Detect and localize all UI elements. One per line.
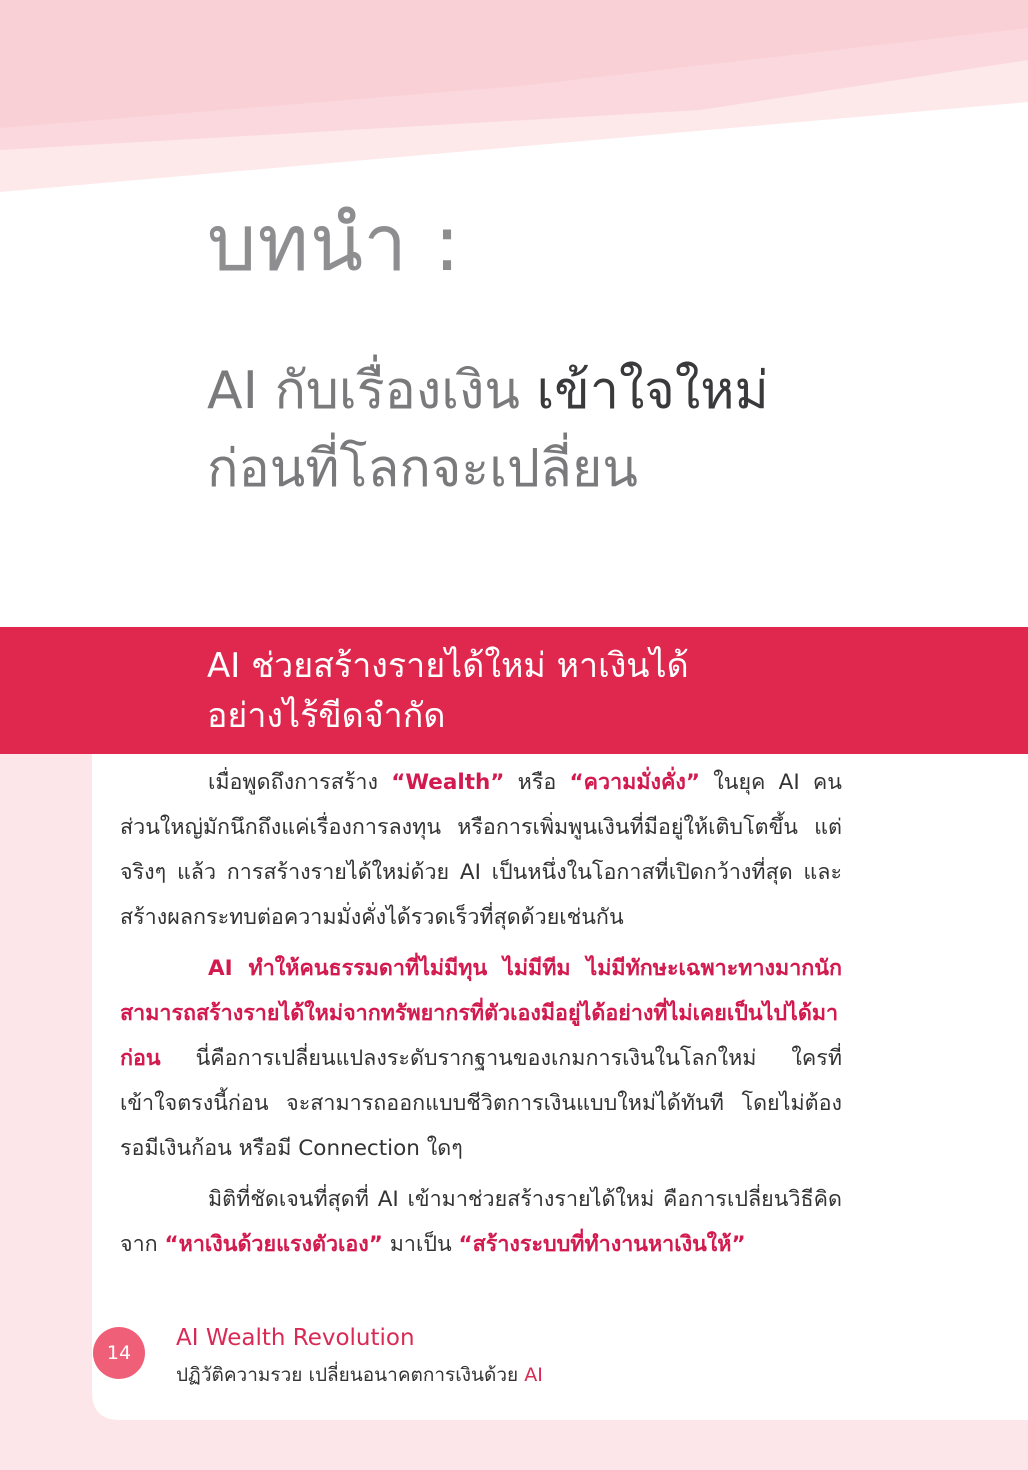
p2-text: นี่คือการเปลี่ยนแปลงระดับรากฐานของเกมการเงินในโลกใหม่ ใครที่เข้าใจตรงนี้ก่อน จะสามารถออกแบบชีวิตการเงินแบบใหม่ได้ทันที โดยไม่ต้องรอมีเงินก้อน หรือมี Connection ใดๆ bbox=[120, 1046, 842, 1161]
section-heading-line-2: อย่างไร้ขีดจำกัด bbox=[207, 696, 446, 736]
chapter-title-light: AI กับเรื่องเงิน bbox=[207, 361, 537, 421]
p3-highlight-1: “หาเงินด้วยแรงตัวเอง” bbox=[164, 1232, 383, 1257]
chapter-title-dark: เข้าใจใหม่ bbox=[536, 361, 769, 421]
body-text bbox=[120, 760, 842, 1273]
chapter-title bbox=[207, 352, 987, 508]
p1-text-1: เมื่อพูดถึงการสร้าง bbox=[208, 770, 392, 795]
footer-subtitle bbox=[176, 1360, 543, 1390]
paragraph-1 bbox=[120, 760, 842, 940]
p1-text-2: หรือ bbox=[504, 770, 570, 795]
p1-highlight-prosperity: “ความมั่งคั่ง” bbox=[569, 770, 701, 795]
section-heading bbox=[207, 641, 689, 741]
section-heading-line-1: AI ช่วยสร้างรายได้ใหม่ หาเงินได้ bbox=[207, 646, 689, 686]
chapter-label: บทนำ : bbox=[207, 199, 462, 289]
chapter-title-line-2: ก่อนที่โลกจะเปลี่ยน bbox=[207, 439, 638, 499]
footer-book-title: AI Wealth Revolution bbox=[176, 1325, 415, 1351]
p2-highlight: AI ทำให้คนธรรมดาที่ไม่มีทุน ไม่มีทีม ไม่มีทักษะเฉพาะทางมากนัก สามารถสร้างรายได้ใหม่จากทรัพยากรที่ตัวเองมีอยู่ได้อย่างที่ไม่เคยเป็นไปได้มาก่อน bbox=[120, 956, 842, 1071]
paragraph-3 bbox=[120, 1177, 842, 1267]
paragraph-2 bbox=[120, 946, 842, 1171]
footer-subtitle-text: ปฏิวัติความรวย เปลี่ยนอนาคตการเงินด้วย bbox=[176, 1364, 525, 1386]
page-number: 14 bbox=[93, 1327, 145, 1379]
p3-highlight-2: “สร้างระบบที่ทำงานหาเงินให้” bbox=[458, 1232, 746, 1257]
chapter-title-line-1 bbox=[207, 352, 987, 430]
p1-highlight-wealth: “Wealth” bbox=[391, 770, 505, 795]
p3-text-1: มิติที่ชัดเจนที่สุดที่ AI เข้ามาช่วยสร้างรายได้ใหม่ คือการเปลี่ยนวิธีคิดจาก bbox=[120, 1187, 842, 1257]
p3-text-2: มาเป็น bbox=[382, 1232, 459, 1257]
footer-subtitle-ai: AI bbox=[524, 1364, 543, 1386]
p1-text-3: ในยุค AI คนส่วนใหญ่มักนึกถึงแค่เรื่องการลงทุน หรือการเพิ่มพูนเงินที่มีอยู่ให้เติบโตขึ้น แต่จริงๆ แล้ว การสร้างรายได้ใหม่ด้วย AI เป็นหนึ่งในโอกาสที่เปิดกว้างที่สุด และสร้างผลกระทบต่อความมั่งคั่งได้รวดเร็วที่สุดด้วยเช่นกัน bbox=[120, 770, 842, 930]
